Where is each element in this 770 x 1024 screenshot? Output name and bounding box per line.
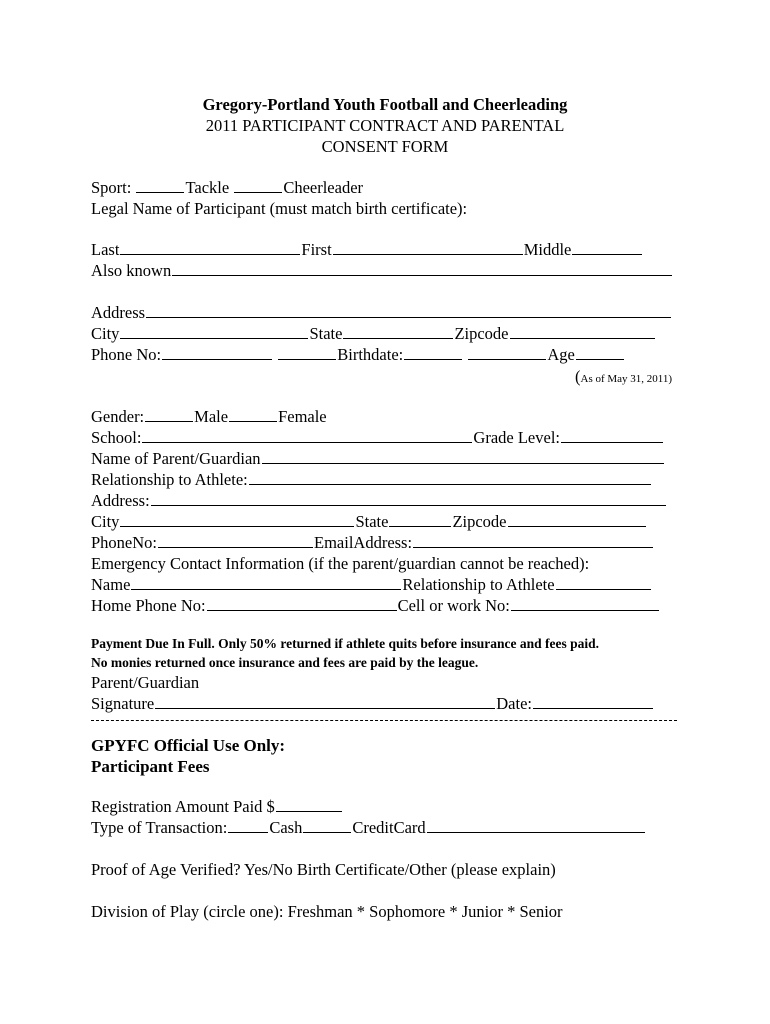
signature-label: Signature	[91, 694, 155, 713]
school-label: School:	[91, 428, 142, 447]
parent-city-label: City	[91, 512, 120, 531]
also-known-line	[91, 261, 673, 281]
phone-field-2[interactable]	[278, 346, 336, 360]
last-name-field[interactable]	[120, 241, 300, 255]
last-label: Last	[91, 240, 120, 259]
as-of-paren: (	[575, 367, 581, 386]
credit-label: CreditCard	[352, 818, 426, 837]
birthdate-label: Birthdate:	[337, 345, 404, 364]
registration-amount-field[interactable]	[276, 798, 342, 812]
first-name-field[interactable]	[333, 241, 523, 255]
zipcode-label: Zipcode	[454, 324, 509, 343]
female-label: Female	[278, 407, 327, 426]
parent-zipcode-field[interactable]	[508, 513, 646, 527]
also-known-field[interactable]	[172, 262, 672, 276]
as-of-note	[575, 367, 672, 389]
participant-fees-heading: Participant Fees	[91, 757, 210, 776]
parent-name-field[interactable]	[262, 450, 664, 464]
cash-label: Cash	[269, 818, 303, 837]
school-line	[91, 428, 664, 448]
date-label: Date:	[496, 694, 532, 713]
age-label: Age	[547, 345, 575, 364]
division-of-play: Division of Play (circle one): Freshman * Sophomore * Junior * Senior	[91, 902, 563, 921]
birthdate-field-1[interactable]	[404, 346, 462, 360]
male-blank[interactable]	[145, 408, 193, 422]
birthdate-field-2[interactable]	[468, 346, 546, 360]
middle-name-field[interactable]	[572, 241, 642, 255]
parent-name-label: Name of Parent/Guardian	[91, 449, 261, 468]
also-known-label: Also known	[91, 261, 172, 280]
signature-field[interactable]	[155, 695, 495, 709]
zipcode-field[interactable]	[510, 325, 655, 339]
gender-line	[91, 407, 327, 427]
payment-note-1: Payment Due In Full. Only 50% returned if athlete quits before insurance and fees paid.	[91, 636, 600, 651]
email-field[interactable]	[413, 534, 653, 548]
transaction-line	[91, 818, 646, 838]
parent-phone-field[interactable]	[158, 534, 313, 548]
gender-label: Gender:	[91, 407, 145, 426]
emergency-relationship-field[interactable]	[556, 576, 651, 590]
male-label: Male	[194, 407, 229, 426]
cheerleader-label: Cheerleader	[283, 178, 364, 197]
payment-note-2: No monies returned once insurance and fees are paid by the league.	[91, 655, 479, 670]
email-label: EmailAddress:	[314, 533, 413, 552]
emergency-relationship-label: Relationship to Athlete	[402, 575, 555, 594]
emergency-phone-line	[91, 596, 660, 616]
phone-line	[91, 345, 625, 365]
address-line	[91, 303, 672, 323]
first-label: First	[301, 240, 332, 259]
parent-address-field[interactable]	[151, 492, 666, 506]
credit-card-field[interactable]	[427, 819, 645, 833]
parent-name-line	[91, 449, 665, 469]
city-label: City	[91, 324, 120, 343]
phone-field-1[interactable]	[162, 346, 272, 360]
emergency-name-label: Name	[91, 575, 131, 594]
parent-city-field[interactable]	[120, 513, 354, 527]
cell-phone-field[interactable]	[511, 597, 659, 611]
state-field[interactable]	[343, 325, 453, 339]
relationship-field[interactable]	[249, 471, 651, 485]
cell-phone-label: Cell or work No:	[397, 596, 510, 615]
cheerleader-blank[interactable]	[234, 179, 282, 193]
emergency-name-line	[91, 575, 652, 595]
proof-of-age: Proof of Age Verified? Yes/No Birth Certificate/Other (please explain)	[91, 860, 556, 879]
parent-zipcode-label: Zipcode	[452, 512, 507, 531]
sport-label: Sport:	[91, 178, 132, 197]
parent-contact-line	[91, 533, 654, 553]
official-use-heading: GPYFC Official Use Only:	[91, 736, 286, 755]
sport-line	[91, 178, 363, 198]
age-field[interactable]	[576, 346, 624, 360]
tackle-label: Tackle	[185, 178, 230, 197]
name-line	[91, 240, 643, 260]
relationship-line	[91, 470, 652, 490]
emergency-label: Emergency Contact Information (if the parent/guardian cannot be reached):	[91, 554, 590, 573]
emergency-name-field[interactable]	[131, 576, 401, 590]
grade-label: Grade Level:	[473, 428, 560, 447]
female-blank[interactable]	[229, 408, 277, 422]
home-phone-field[interactable]	[207, 597, 397, 611]
middle-label: Middle	[523, 240, 572, 259]
state-label: State	[309, 324, 343, 343]
parent-address-line	[91, 491, 667, 511]
city-line	[91, 324, 656, 344]
org-title: Gregory-Portland Youth Football and Cheerleading	[202, 95, 568, 114]
tackle-blank[interactable]	[136, 179, 184, 193]
parent-phone-label: PhoneNo:	[91, 533, 157, 552]
transaction-label: Type of Transaction:	[91, 818, 228, 837]
grade-field[interactable]	[561, 429, 663, 443]
phone-label: Phone No:	[91, 345, 162, 364]
cut-line-divider	[91, 720, 677, 721]
address-field[interactable]	[146, 304, 671, 318]
registration-label: Registration Amount Paid $	[91, 797, 275, 816]
form-title-line1: 2011 PARTICIPANT CONTRACT AND PARENTAL	[205, 116, 565, 135]
school-field[interactable]	[142, 429, 472, 443]
credit-blank[interactable]	[303, 819, 351, 833]
cash-blank[interactable]	[228, 819, 268, 833]
date-field[interactable]	[533, 695, 653, 709]
parent-address-label: Address:	[91, 491, 150, 510]
relationship-label: Relationship to Athlete:	[91, 470, 248, 489]
form-title-line2: CONSENT FORM	[321, 137, 449, 156]
parent-state-label: State	[355, 512, 389, 531]
address-label: Address	[91, 303, 146, 322]
registration-line	[91, 797, 343, 817]
as-of-text: As of May 31, 2011)	[580, 373, 673, 385]
parent-state-field[interactable]	[389, 513, 451, 527]
parent-guardian-label: Parent/Guardian	[91, 673, 200, 692]
home-phone-label: Home Phone No:	[91, 596, 206, 615]
city-field[interactable]	[120, 325, 308, 339]
signature-line	[91, 694, 654, 714]
parent-city-line	[91, 512, 647, 532]
legal-name-label: Legal Name of Participant (must match birth certificate):	[91, 199, 468, 218]
